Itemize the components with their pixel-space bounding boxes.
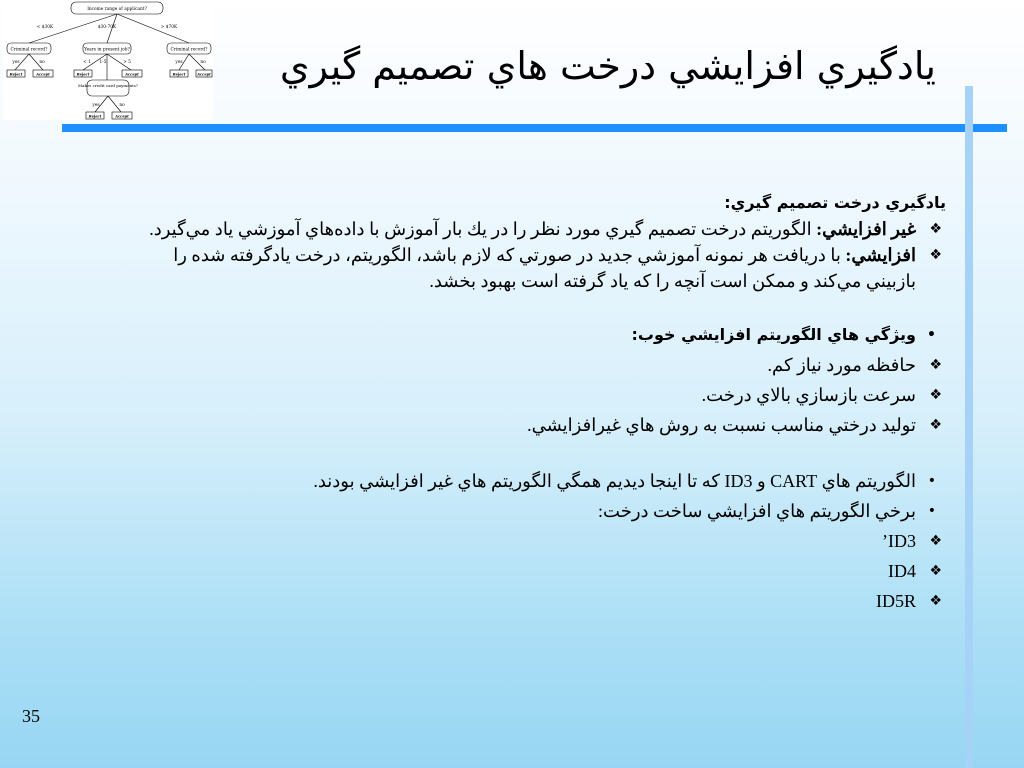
diamond-bullet-icon: ❖ xyxy=(929,563,942,579)
tree-leaf-label: Reject xyxy=(76,72,90,77)
algorithm-name: ID4 xyxy=(888,561,916,581)
tree-leaf-label: Reject xyxy=(9,72,23,77)
spacer xyxy=(120,294,946,322)
tree-node-label: Criminal record? xyxy=(10,47,48,53)
diamond-bullet-icon: ❖ xyxy=(929,387,942,403)
tree-edge-label: > 5 xyxy=(123,60,131,65)
list-item-feature xyxy=(120,352,946,378)
tree-leaf-label: Accept xyxy=(36,72,50,77)
algorithm-name: ID5R xyxy=(876,591,916,611)
tree-edge-label: no xyxy=(200,60,206,65)
bullet-icon: • xyxy=(927,473,936,489)
note-text: الگوريتم هاي CART و ID3 كه تا اينجا ديديم همگي الگوريتم هاي غير افزايشي بودند. xyxy=(313,471,916,491)
feature-text: سرعت بازسازي بالاي درخت. xyxy=(701,385,916,405)
diamond-bullet-icon: ❖ xyxy=(929,221,942,237)
tree-node-label: Makes credit card payments? xyxy=(78,83,138,88)
list-item-note xyxy=(120,468,946,494)
section-heading-good-features xyxy=(120,322,946,348)
section-heading-decision-tree-learning: يادگيري درخت تصميم گيري: xyxy=(724,193,946,212)
tree-edge-label: no xyxy=(119,103,125,108)
diamond-bullet-icon: ❖ xyxy=(929,357,942,373)
tree-edge-label: > $70K xyxy=(160,25,178,30)
decision-tree-diagram xyxy=(3,0,213,120)
slide-body xyxy=(120,190,946,614)
tree-node-label: Criminal record? xyxy=(170,47,208,53)
definition-non-incremental: الگوريتم درخت تصميم گيري مورد نظر را در يك بار آموزش با داده‌هاي آموزشي ياد مي‌گيرد. xyxy=(149,219,812,239)
tree-leaf-label: Reject xyxy=(172,72,186,77)
tree-edge-label: 1-5 xyxy=(99,60,107,65)
term-non-incremental: غير افزايشي: xyxy=(816,219,916,239)
title-underline-rule xyxy=(62,124,1007,132)
list-item-algorithm xyxy=(120,588,946,614)
tree-edge-label: < 1 xyxy=(83,60,91,65)
tree-edge-label: < $30K xyxy=(36,25,54,30)
decision-tree-thumbnail xyxy=(3,0,213,120)
diamond-bullet-icon: ❖ xyxy=(929,593,942,609)
algorithm-name: ID3’ xyxy=(882,531,916,551)
feature-text: توليد درختي مناسب نسبت به روش هاي غيرافزايشي. xyxy=(527,415,916,435)
section-heading-text: ويژگي هاي الگوريتم افزايشي خوب: xyxy=(631,325,916,344)
definition-incremental: با دريافت هر نمونه آموزشي جديد در صورتي كه لازم باشد، الگوريتم، درخت يادگرفته شده را بازبيني مي‌كند و ممكن است آنچه را كه ياد گرفته است بهبود بخشد. xyxy=(173,245,916,291)
tree-leaf-label: Accept xyxy=(197,72,211,77)
diamond-bullet-icon: ❖ xyxy=(929,533,942,549)
list-item-algorithms-intro xyxy=(120,498,946,524)
spacer xyxy=(120,438,946,468)
diamond-bullet-icon: ❖ xyxy=(929,247,942,263)
tree-edge-label: yes xyxy=(175,60,183,65)
list-item-incremental xyxy=(120,242,946,294)
slide-title: يادگيري افزايشي درخت هاي تصميم گيري xyxy=(279,44,936,88)
diamond-bullet-icon: ❖ xyxy=(929,417,942,433)
list-item-algorithm xyxy=(120,528,946,554)
slide-number: 35 xyxy=(22,706,40,726)
tree-node-label: Years in present job? xyxy=(84,47,130,53)
term-incremental: افزايشي: xyxy=(845,245,916,265)
tree-leaf-label: Accept xyxy=(125,72,139,77)
tree-leaf-label: Accept xyxy=(115,114,129,119)
tree-leaf-label: Reject xyxy=(88,114,102,119)
tree-root-label: Income range of applicant? xyxy=(87,7,147,12)
feature-text: حافظه مورد نياز كم. xyxy=(767,355,916,375)
tree-edge-label: yes xyxy=(12,60,20,65)
bullet-icon: • xyxy=(927,503,936,519)
list-item-algorithm xyxy=(120,558,946,584)
vertical-accent-rule xyxy=(965,86,973,768)
list-item-feature xyxy=(120,412,946,438)
list-item-feature xyxy=(120,382,946,408)
tree-edge-label: yes xyxy=(92,103,100,108)
algorithms-intro-text: برخي الگوريتم هاي افزايشي ساخت درخت: xyxy=(598,501,916,521)
tree-edge-label: $30-70K xyxy=(97,25,117,30)
list-item-non-incremental xyxy=(120,216,946,242)
bullet-icon: • xyxy=(927,327,936,343)
tree-edge-label: no xyxy=(39,60,45,65)
